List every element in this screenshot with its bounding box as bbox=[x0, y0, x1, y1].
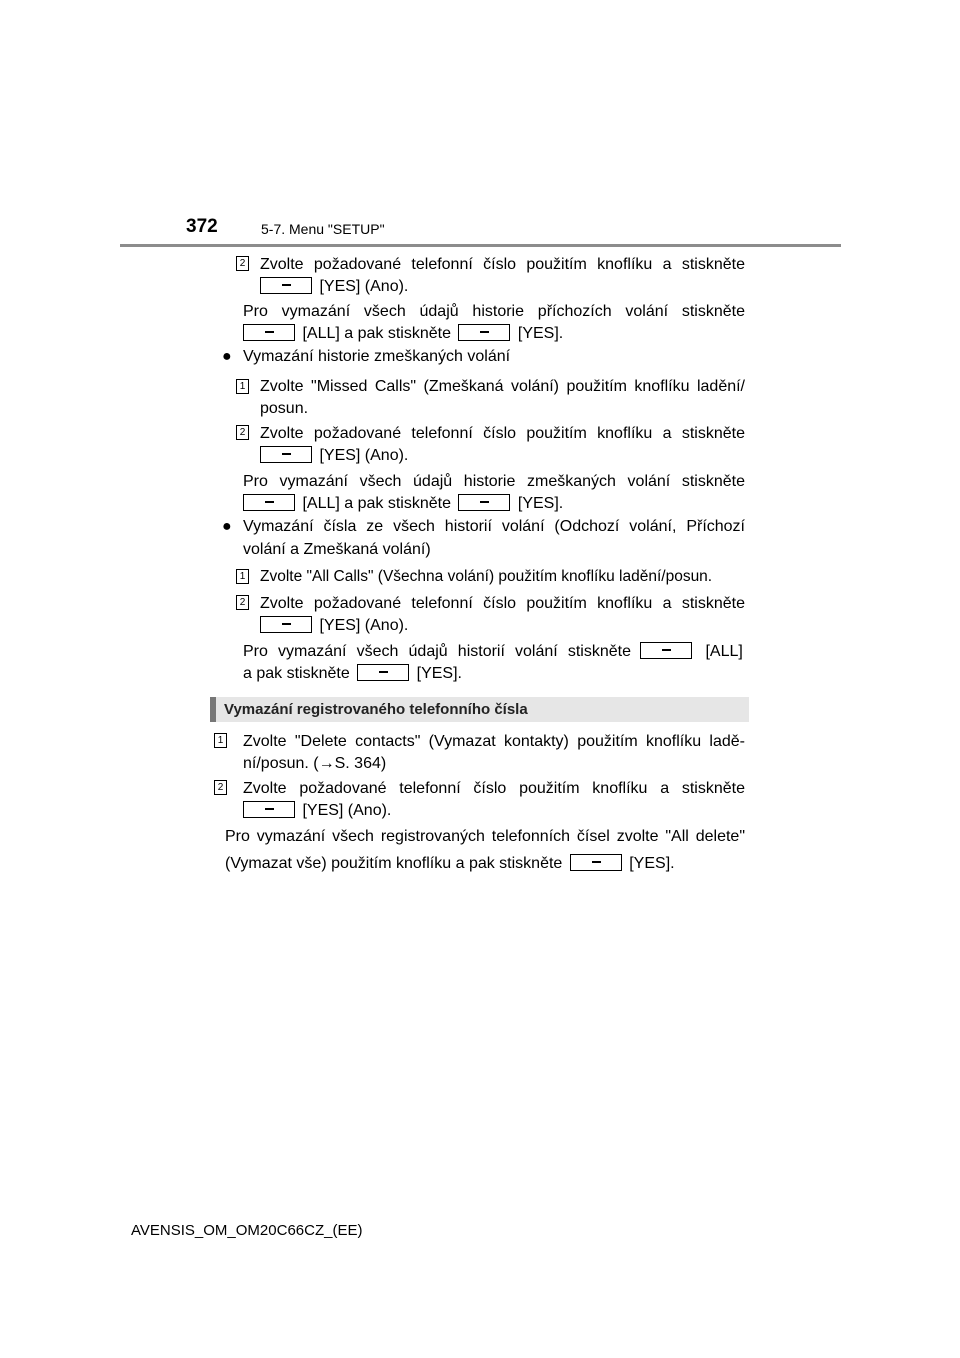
note-text: a pak stiskněte [YES]. bbox=[243, 665, 462, 682]
note-text: Pro vymazání všech registrovaných telefonních čísel zvolte "All delete" bbox=[225, 828, 745, 845]
note-text: [ALL] a pak stiskněte [YES]. bbox=[243, 323, 563, 345]
enter-button-icon bbox=[260, 277, 312, 294]
footer-code: AVENSIS_OM_OM20C66CZ_(EE) bbox=[131, 1222, 363, 1239]
bullet-icon: ● bbox=[222, 518, 232, 535]
instruction-text: Zvolte požadované telefonní číslo použitím knoflíku a stiskněte bbox=[260, 256, 745, 273]
note-text: [ALL] a pak stiskněte [YES]. bbox=[243, 493, 563, 515]
instruction-text: Zvolte "Delete contacts" (Vymazat kontakty) použitím knoflíku ladě- bbox=[243, 733, 745, 750]
step-number: 2 bbox=[236, 425, 249, 440]
section-title: 5-7. Menu "SETUP" bbox=[261, 221, 385, 237]
heading-text: Vymazání registrovaného telefonního čísla bbox=[224, 701, 528, 718]
heading-bar bbox=[210, 697, 216, 722]
enter-button-icon bbox=[243, 324, 295, 341]
note-text: [ALL] bbox=[640, 641, 743, 663]
step-number: 2 bbox=[236, 595, 249, 610]
enter-button-icon bbox=[458, 494, 510, 511]
instruction-text: posun. bbox=[260, 400, 309, 417]
enter-button-icon bbox=[260, 616, 312, 633]
enter-button-icon bbox=[357, 664, 409, 681]
instruction-text: Zvolte "All Calls" (Všechna volání) použitím knoflíku ladění/posun. bbox=[260, 568, 713, 585]
bullet-icon: ● bbox=[222, 348, 232, 365]
enter-button-icon bbox=[243, 494, 295, 511]
note-text: Pro vymazání všech údajů historie zmeškaných volání stiskněte bbox=[243, 473, 745, 490]
enter-button-icon bbox=[570, 854, 622, 871]
enter-button-icon bbox=[260, 446, 312, 463]
instruction-text: Zvolte požadované telefonní číslo použitím knoflíku a stiskněte bbox=[260, 595, 745, 612]
note-text: (Vymazat vše) použitím knoflíku a pak stiskněte [YES]. bbox=[225, 855, 675, 872]
instruction-text: Zvolte "Missed Calls" (Zmeškaná volání) použitím knoflíku ladění/ bbox=[260, 378, 745, 395]
enter-button-icon bbox=[640, 642, 692, 659]
enter-button-icon bbox=[458, 324, 510, 341]
step-number: 2 bbox=[214, 780, 227, 795]
section-heading bbox=[210, 697, 749, 722]
step-number: 1 bbox=[214, 733, 227, 748]
header-rule bbox=[120, 244, 841, 247]
instruction-text: [YES] (Ano). bbox=[260, 615, 408, 637]
instruction-text: [YES] (Ano). bbox=[260, 445, 408, 467]
bullet-heading: Vymazání čísla ze všech historií volání (Odchozí volání, Příchozí bbox=[243, 518, 745, 535]
instruction-text: [YES] (Ano). bbox=[260, 276, 408, 298]
step-number: 2 bbox=[236, 256, 249, 271]
step-number: 1 bbox=[236, 569, 249, 584]
bullet-heading: volání a Zmeškaná volání) bbox=[243, 541, 431, 558]
enter-button-icon bbox=[243, 801, 295, 818]
page-number: 372 bbox=[186, 216, 218, 237]
note-text: Pro vymazání všech údajů historií volání stiskněte bbox=[243, 643, 631, 660]
note-text: Pro vymazání všech údajů historie příchozích volání stiskněte bbox=[243, 303, 745, 320]
instruction-text: [YES] (Ano). bbox=[243, 800, 391, 822]
instruction-text: Zvolte požadované telefonní číslo použitím knoflíku a stiskněte bbox=[243, 780, 745, 797]
step-number: 1 bbox=[236, 379, 249, 394]
bullet-heading: Vymazání historie zmeškaných volání bbox=[243, 348, 511, 365]
instruction-text: ní/posun. (→S. 364) bbox=[243, 755, 387, 772]
instruction-text: Zvolte požadované telefonní číslo použitím knoflíku a stiskněte bbox=[260, 425, 745, 442]
